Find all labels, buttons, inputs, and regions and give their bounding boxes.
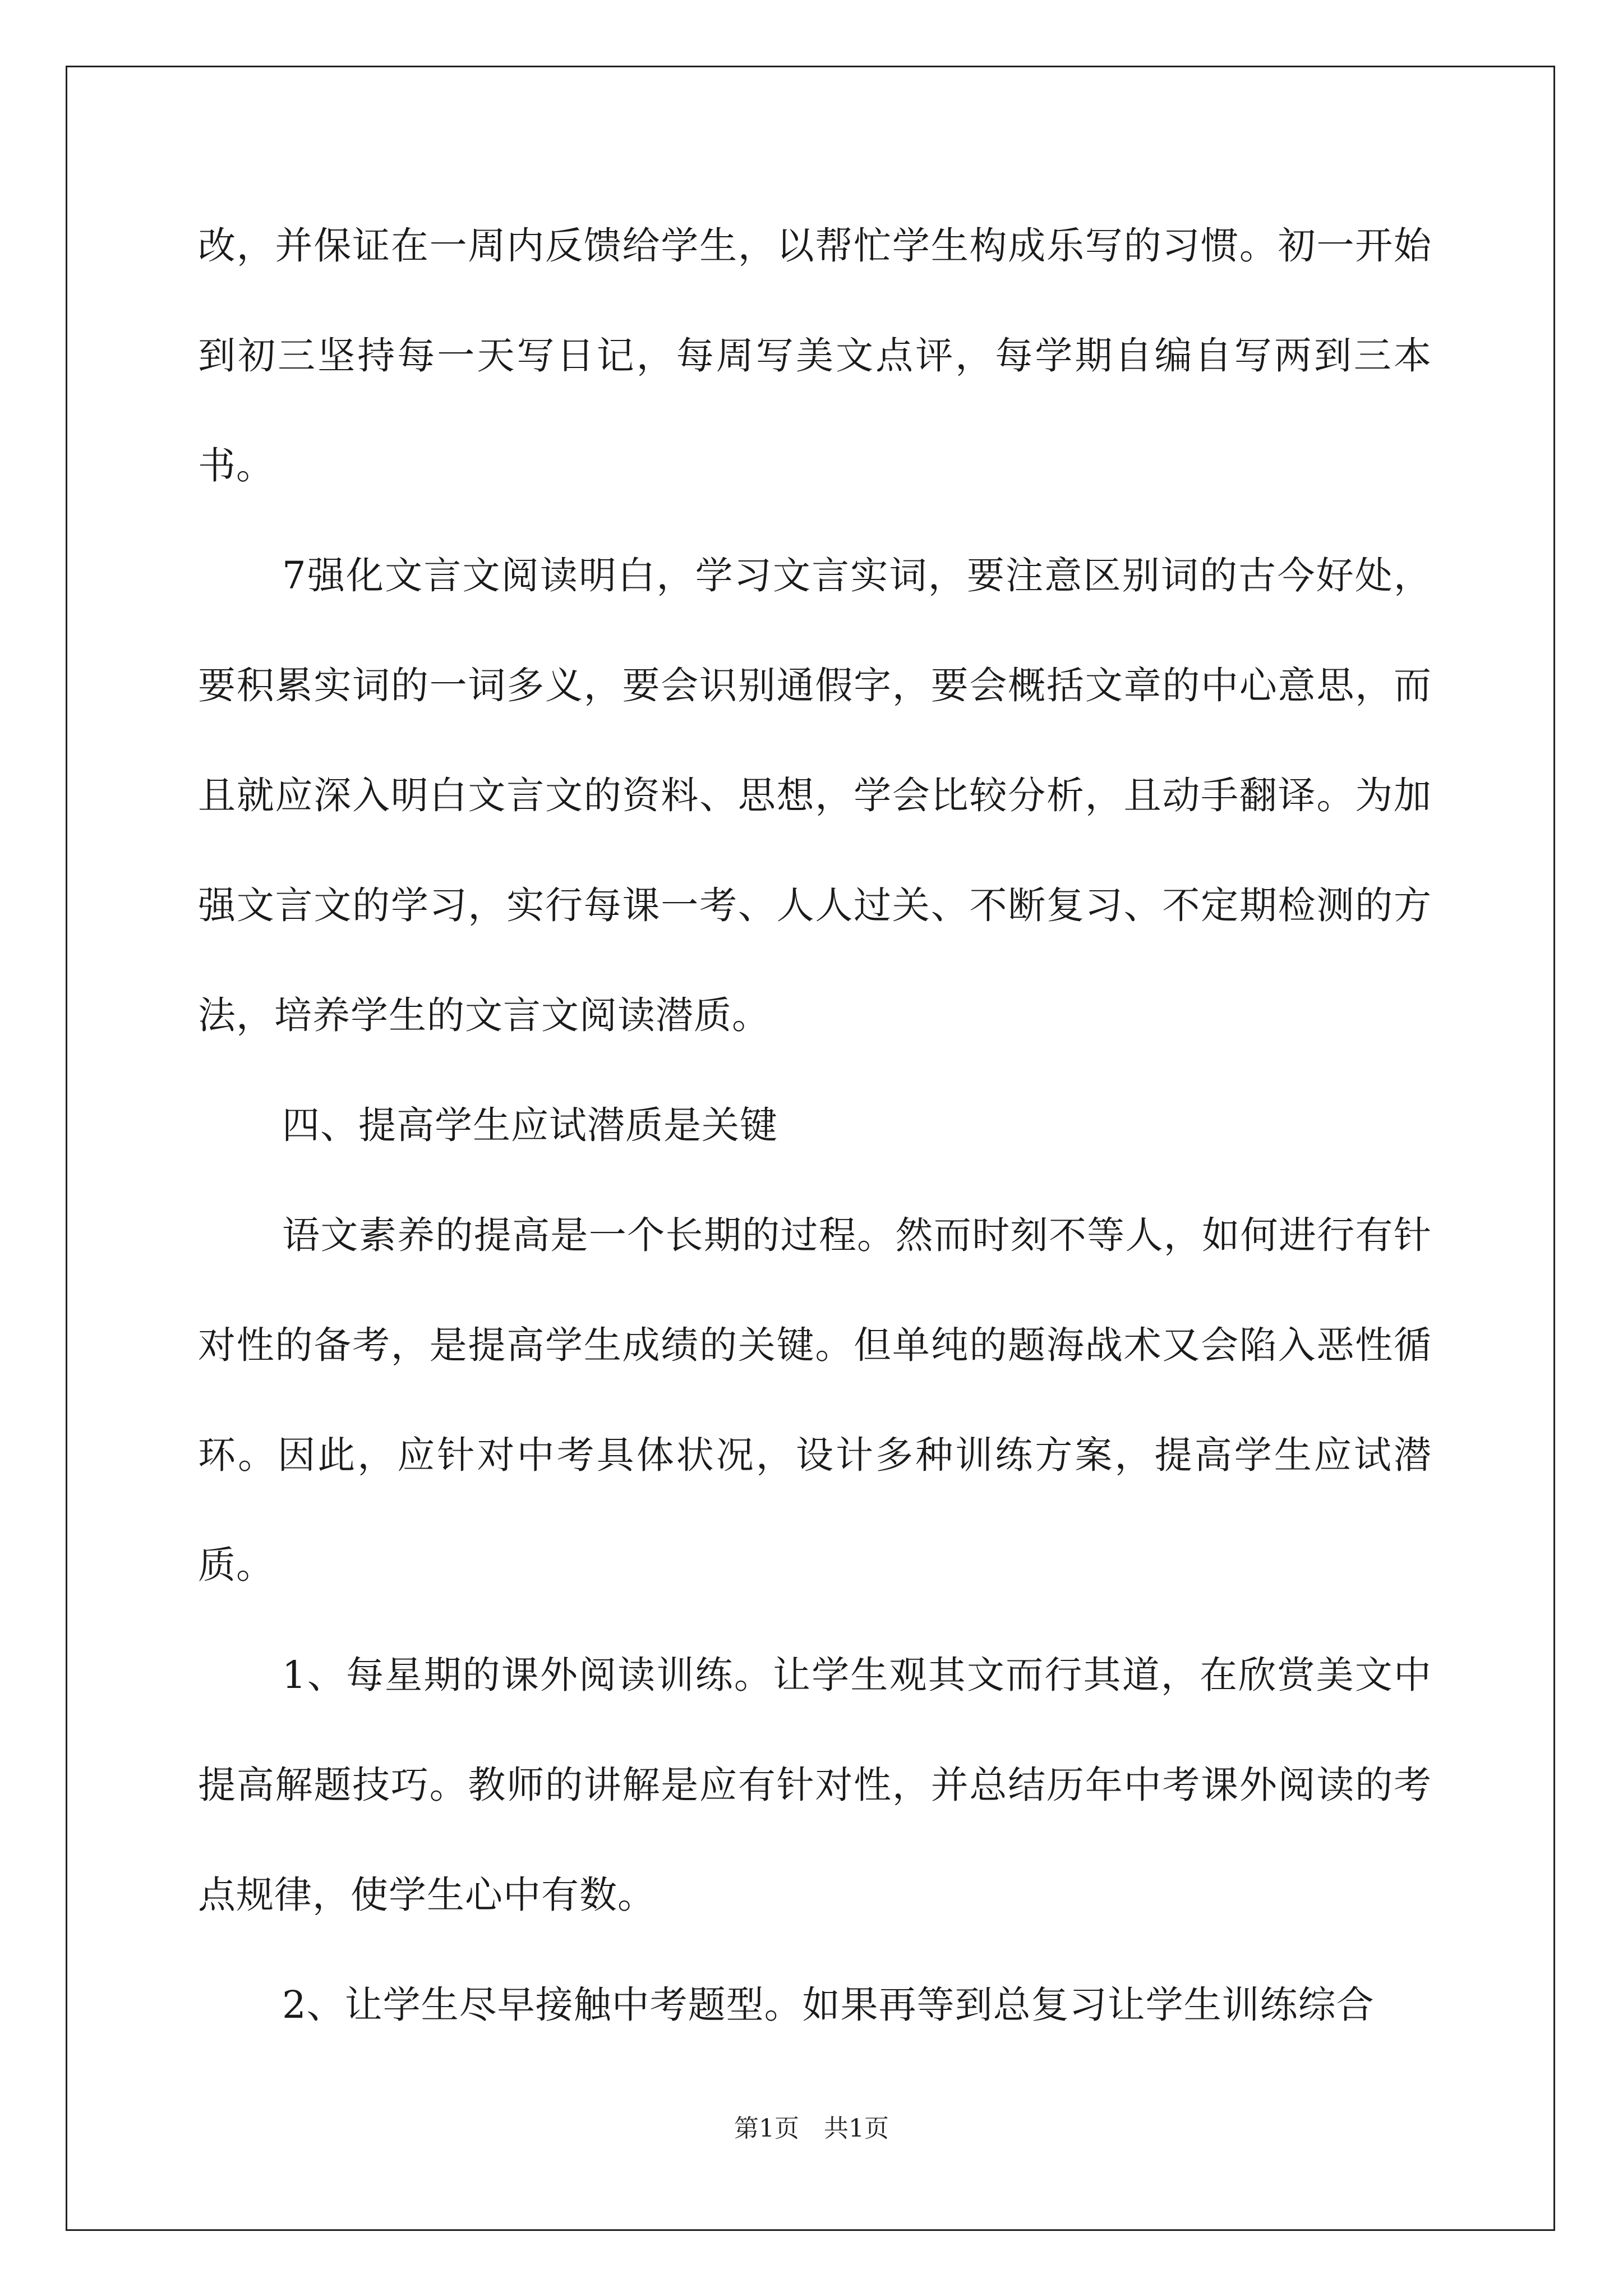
paragraph-5: 2、让学生尽早接触中考题型。如果再等到总复习让学生训练综合 (282, 1983, 1375, 2027)
document-body (198, 191, 1432, 2060)
paragraph-4: 1、每星期的课外阅读训练。让学生观其文而行其道，在欣赏美文中提高解题技巧。教师的讲解是应有针对性，并总结历年中考课外阅读的考点规律，使学生心中有数。 (198, 1653, 1432, 1917)
paragraph-3: 语文素养的提高是一个长期的过程。然而时刻不等人，如何进行有针对性的备考，是提高学生成绩的关键。但单纯的题海战术又会陷入恶性循环。因此，应针对中考具体状况，设计多种训练方案，提高学生应试潜质。 (198, 1213, 1432, 1587)
section-heading: 四、提高学生应试潜质是关键 (282, 1103, 778, 1147)
paragraph-1: 改，并保证在一周内反馈给学生，以帮忙学生构成乐写的习惯。初一开始到初三坚持每一天写日记，每周写美文点评，每学期自编自写两到三本书。 (198, 224, 1432, 487)
page-footer: 第1页 共1页 (734, 2114, 889, 2143)
paragraph-2: 7强化文言文阅读明白，学习文言实词，要注意区别词的古今好处，要积累实词的一词多义，要会识别通假字，要会概括文章的中心意思，而且就应深入明白文言文的资料、思想，学会比较分析，且动手翻译。为加强文言文的学习，实行每课一考、人人过关、不断复习、不定期检测的方法，培养学生的文言文阅读潜质。 (198, 554, 1432, 1037)
